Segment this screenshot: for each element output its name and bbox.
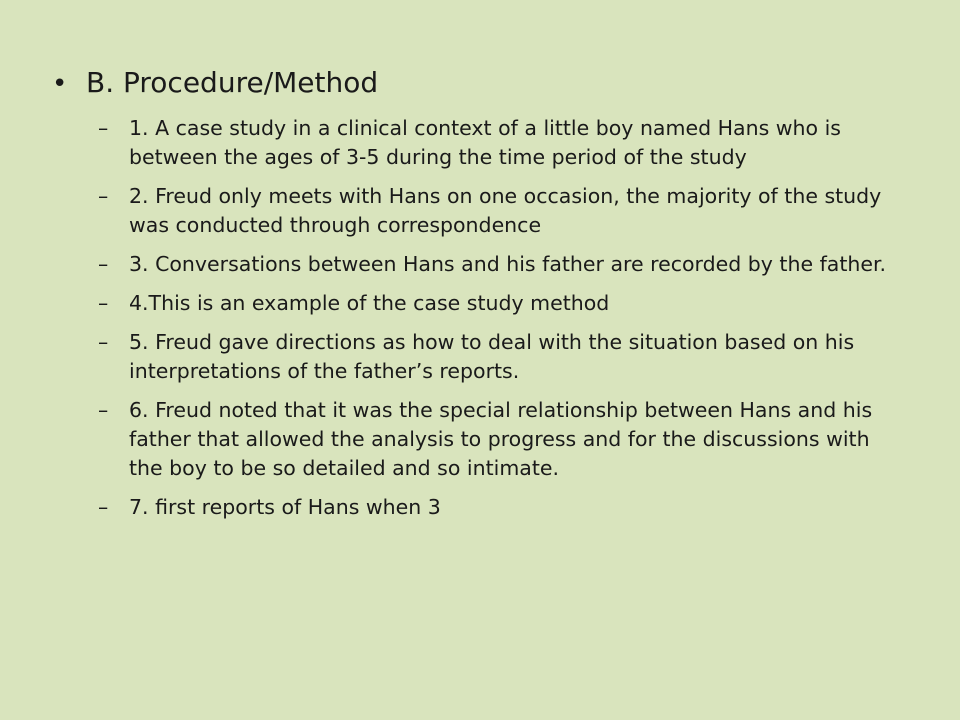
list-item [98,182,908,240]
dash-icon: – [98,291,109,315]
list-item-text: 4.This is an example of the case study method [129,291,610,315]
sub-bullet-list [98,114,908,532]
list-item-text: 1. A case study in a clinical context of a little boy named Hans who is between the ages of 3-5 during the time period of the study [129,116,841,169]
list-item-text: 2. Freud only meets with Hans on one occasion, the majority of the study was conducted through correspondence [129,184,882,237]
dash-icon: – [98,252,109,276]
list-item-text: 6. Freud noted that it was the special relationship between Hans and his father that allowed the analysis to progress and for the discussions with the boy to be so detailed and so intimate. [129,398,873,480]
dash-icon: – [98,330,109,354]
list-item [98,328,908,386]
list-item-text: 3. Conversations between Hans and his father are recorded by the father. [129,252,887,276]
dash-icon: – [98,495,109,519]
list-item [98,493,908,522]
dash-icon: – [98,116,109,140]
dash-icon: – [98,184,109,208]
heading-bullet-row [52,66,378,100]
dash-icon: – [98,398,109,422]
slide-heading: B. Procedure/Method [86,66,379,99]
list-item [98,396,908,483]
list-item [98,250,908,279]
list-item-text: 7. first reports of Hans when 3 [129,495,441,519]
list-item [98,289,908,318]
bullet-icon: • [52,69,68,99]
list-item-text: 5. Freud gave directions as how to deal with the situation based on his interpretations of the father’s reports. [129,330,855,383]
list-item [98,114,908,172]
